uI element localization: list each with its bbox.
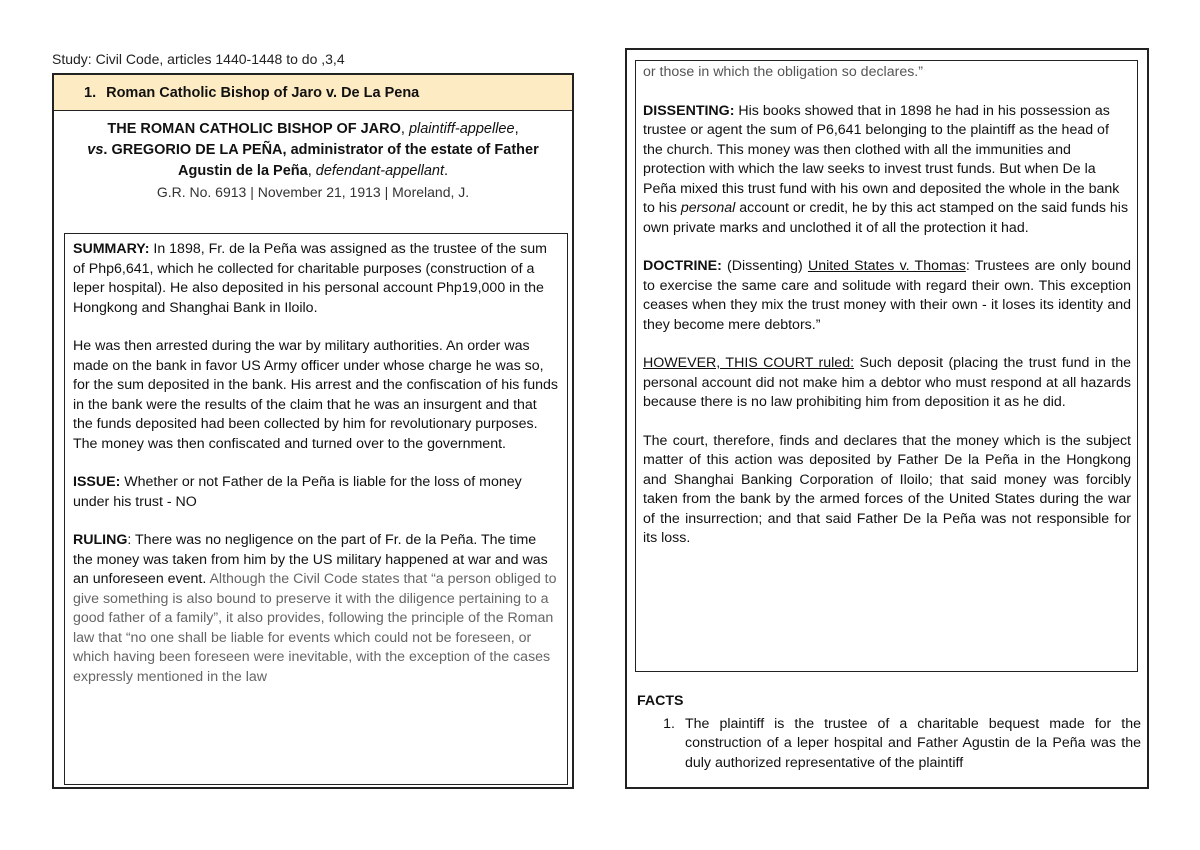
- however-label: HOWEVER, THIS COURT ruled:: [643, 355, 855, 371]
- ruling-label: RULING: [73, 532, 128, 548]
- dissenting-paragraph: [643, 102, 1131, 239]
- defendant-role: defendant-appellant: [315, 163, 444, 179]
- conclusion-paragraph: The court, therefore, finds and declares that the money which is the subject matter of this action was deposited by Father De la Peña in the Hongkong and Shanghai Banking Corporation of Iloilo; that said money was forcibly taken from the bank by the armed forces of the United States during the war of the insurrection; and that said Father De la Peña was not responsible for its loss.: [643, 432, 1131, 546]
- defendant-name: GREGORIO DE LA PEÑA, administrator of the estate of Father Agustin de la Peña: [111, 142, 539, 179]
- list-item: [637, 715, 1141, 774]
- summary-box: [64, 233, 568, 785]
- plaintiff-role: plaintiff-appellee: [408, 121, 515, 137]
- summary-paragraph: [73, 240, 559, 318]
- dissenting-label: DISSENTING:: [643, 102, 735, 119]
- however-paragraph: [643, 354, 1131, 413]
- ruling-paragraph: [73, 531, 559, 687]
- doctrine-paragraph: [643, 257, 1131, 335]
- doctrine-text: : Trustees are only bound to exercise the same care and solitude with regard their own. This exception ceases when they mix the trust money with their own - it loses its identity and they become mere debtors.”: [643, 258, 1131, 333]
- ruling-continuation-box: [635, 60, 1138, 672]
- summary-label: SUMMARY:: [73, 241, 150, 257]
- continuation-text: or those in which the obligation so declares.”: [643, 64, 923, 80]
- ruling-text: : There was no negligence on the part of Fr. de la Peña. The time the money was taken from him by the US military happened at war and was an unforeseen event.: [73, 532, 548, 587]
- doctrine-case: United States v. Thomas: [807, 258, 966, 274]
- study-line: Study: Civil Code, articles 1440-1448 to do ,3,4: [52, 51, 345, 67]
- ruling-quote: Although the Civil Code states that “a person obliged to give something is also bound to preserve it with the diligence pertaining to a good father of a family”, it also provides, following the principle of the Roman law that “no one shall be liable for events which could not be foreseen, or which having been foreseen were inevitable, with the exception of the cases expressly mentioned in the law: [73, 571, 557, 685]
- versus: vs: [87, 142, 104, 158]
- facts-heading: FACTS: [637, 693, 684, 709]
- case-caption: THE ROMAN CATHOLIC BISHOP OF JARO, plaintiff-appellee, vs. GREGORIO DE LA PEÑA, administrator of the estate of Father Agustin de la Peña, defendant-appellant. G.R. No. 6913 | November 21, 1913 | Moreland, J.: [87, 121, 539, 200]
- summary-paragraph-2: He was then arrested during the war by military authorities. An order was made on the bank in favor US Army officer under whose charge he was so, for the sum deposited in the bank. His arrest and the confiscation of his funds in the bank were the results of the claim that he was an insurgent and that the funds deposited had been collected by him for revolutionary purposes. The money was then confiscated and turned over to the government.: [73, 338, 559, 452]
- case-digest-right-panel: [625, 48, 1149, 789]
- issue-text: Whether or not Father de la Peña is liable for the loss of money under his trust - NO: [73, 474, 522, 510]
- summary-text: In 1898, Fr. de la Peña was assigned as the trustee of the sum of Php6,641, which he collected for charitable purposes (construction of a leper hospital). He also deposited in his personal account Php19,000 in the Hongkong and Shanghai Bank in Iloilo.: [73, 241, 547, 316]
- issue-label: ISSUE:: [73, 474, 121, 490]
- fact-number: 1.: [663, 715, 675, 732]
- doctrine-prefix: (Dissenting): [721, 258, 808, 274]
- gr-line: G.R. No. 6913 | November 21, 1913 | Moreland, J.: [156, 184, 470, 200]
- issue-paragraph: [73, 473, 559, 512]
- plaintiff-name: THE ROMAN CATHOLIC BISHOP OF JARO: [107, 121, 401, 137]
- dissenting-text-2: account or credit, he by this act stamped on the said funds his own private marks and unclothed it of all the protection it had.: [643, 200, 1129, 236]
- dissenting-text-1: His books showed that in 1898 he had in his possession as trustee or agent the sum of P6,641 belonging to the plaintiff as the head of the church. This money was then clothed with all the immunities and protection with which the law seeks to invest trust funds. But when De la Peña mixed this trust fund with his own and deposited the whole in the bank to his: [643, 102, 1120, 216]
- facts-section: [637, 692, 1141, 773]
- however-text: Such deposit (placing the trust fund in the personal account did not make him a debtor who must respond at all hazards because there is no law prohibiting him from deposition it as he did.: [643, 355, 1131, 410]
- fact-text: The plaintiff is the trustee of a charitable bequest made for the construction of a leper hospital and Father Agustin de la Peña was the duly authorized representative of the plaintiff: [685, 715, 1141, 771]
- case-title-bar: [54, 75, 572, 111]
- case-digest-left-panel: [52, 73, 574, 789]
- case-title: Roman Catholic Bishop of Jaro v. De La Pena: [106, 84, 420, 101]
- dissenting-italic: personal: [680, 200, 736, 216]
- case-number: 1.: [84, 84, 97, 101]
- doctrine-label: DOCTRINE:: [643, 258, 722, 274]
